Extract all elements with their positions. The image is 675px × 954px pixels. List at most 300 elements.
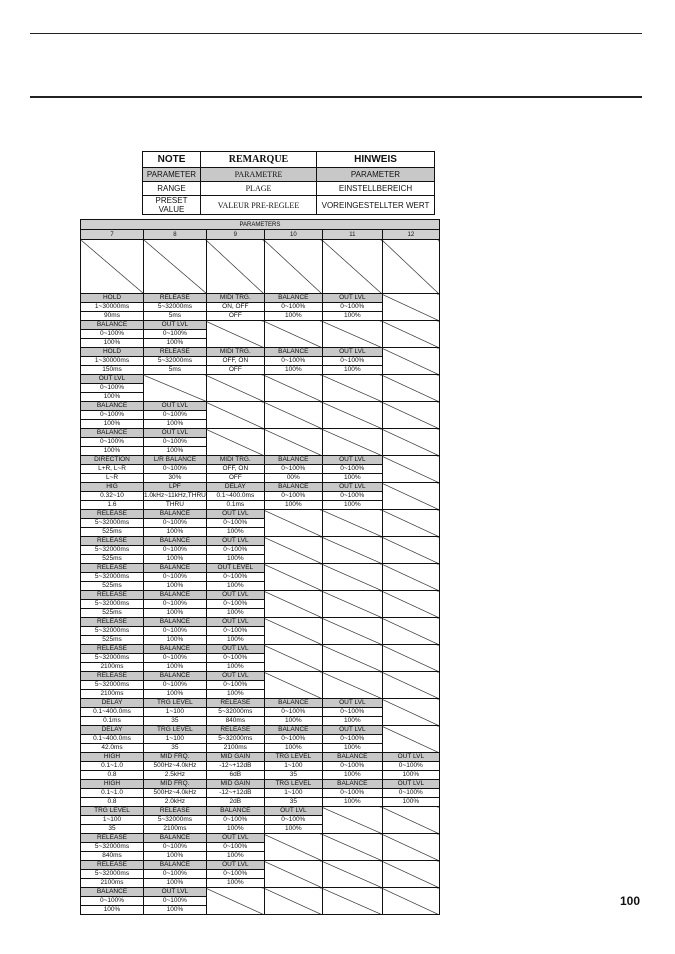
param-preset: 100% bbox=[206, 690, 264, 699]
param-range: 5~32000ms bbox=[144, 303, 207, 312]
empty-cell bbox=[322, 564, 382, 591]
param-preset: 35 bbox=[81, 825, 144, 834]
empty-cell bbox=[382, 726, 439, 753]
param-preset: 30% bbox=[144, 474, 207, 483]
param-name: RELEASE bbox=[81, 672, 144, 681]
param-range: 0~100% bbox=[144, 843, 207, 852]
param-preset: 2100ms bbox=[81, 879, 144, 888]
param-range: 0~100% bbox=[144, 681, 207, 690]
empty-cell bbox=[206, 321, 264, 348]
empty-cell bbox=[81, 240, 144, 294]
empty-cell bbox=[382, 510, 439, 537]
empty-cell bbox=[264, 564, 322, 591]
param-range: 1~30000ms bbox=[81, 303, 144, 312]
empty-cell bbox=[382, 564, 439, 591]
param-range: 0~100% bbox=[322, 708, 382, 717]
column-header: 10 bbox=[264, 230, 322, 240]
param-range: 0~100% bbox=[144, 465, 207, 474]
table-row bbox=[81, 753, 440, 762]
param-preset: 100% bbox=[144, 420, 207, 429]
empty-cell bbox=[322, 402, 382, 429]
param-range: 1~30000ms bbox=[81, 357, 144, 366]
param-name: BALANCE bbox=[264, 294, 322, 303]
empty-cell bbox=[144, 240, 207, 294]
param-name: OUT LVL bbox=[322, 726, 382, 735]
param-preset: 100% bbox=[382, 771, 439, 780]
param-name: RELEASE bbox=[81, 510, 144, 519]
param-preset: 100% bbox=[81, 447, 144, 456]
param-name: OUT LVL bbox=[382, 780, 439, 789]
param-name: RELEASE bbox=[206, 726, 264, 735]
param-range: 0~100% bbox=[322, 465, 382, 474]
param-preset: OFF bbox=[206, 474, 264, 483]
param-range: 0~100% bbox=[264, 303, 322, 312]
param-preset: 2100ms bbox=[81, 690, 144, 699]
param-preset: 100% bbox=[144, 528, 207, 537]
empty-cell bbox=[206, 240, 264, 294]
empty-cell bbox=[382, 402, 439, 429]
param-range: 5~32000ms bbox=[81, 843, 144, 852]
param-preset: 100% bbox=[206, 555, 264, 564]
param-name: RELEASE bbox=[81, 537, 144, 546]
param-name: HOLD bbox=[81, 348, 144, 357]
legend-range-en: RANGE bbox=[143, 182, 201, 196]
param-preset: 100% bbox=[264, 501, 322, 510]
empty-cell bbox=[206, 429, 264, 456]
param-name: OUT LVL bbox=[322, 348, 382, 357]
empty-cell bbox=[264, 240, 322, 294]
param-range: 0~100% bbox=[206, 627, 264, 636]
param-range: 0~100% bbox=[144, 870, 207, 879]
param-name: BALANCE bbox=[264, 699, 322, 708]
empty-cell bbox=[382, 456, 439, 483]
param-preset: 0.8 bbox=[81, 771, 144, 780]
empty-cell bbox=[322, 645, 382, 672]
param-name: BALANCE bbox=[81, 402, 144, 411]
empty-cell bbox=[264, 321, 322, 348]
empty-cell bbox=[322, 321, 382, 348]
legend-preset-fr: VALEUR PRE-REGLEE bbox=[201, 196, 317, 215]
param-preset: 5ms bbox=[144, 366, 207, 375]
empty-cell bbox=[322, 888, 382, 915]
param-name: OUT LVL bbox=[206, 618, 264, 627]
empty-cell bbox=[382, 591, 439, 618]
legend-header-row bbox=[143, 152, 435, 168]
table-row bbox=[81, 294, 440, 303]
param-name: DELAY bbox=[81, 726, 144, 735]
param-range: 0~100% bbox=[322, 492, 382, 501]
column-header-row bbox=[81, 230, 440, 240]
table-row bbox=[81, 375, 440, 384]
param-preset: 100% bbox=[81, 906, 144, 915]
param-range: 0.1~1.0 bbox=[81, 762, 144, 771]
param-preset: OFF bbox=[206, 312, 264, 321]
legend-table bbox=[142, 151, 435, 215]
param-name: OUT LEVEL bbox=[206, 564, 264, 573]
param-name: BALANCE bbox=[322, 753, 382, 762]
param-range: 0~100% bbox=[144, 573, 207, 582]
param-range: 0~100% bbox=[206, 843, 264, 852]
param-range: -12~+12dB bbox=[206, 789, 264, 798]
param-preset: 100% bbox=[144, 906, 207, 915]
empty-cell bbox=[382, 834, 439, 861]
param-name: RELEASE bbox=[144, 294, 207, 303]
param-range: 5~32000ms bbox=[81, 519, 144, 528]
param-preset: 100% bbox=[81, 339, 144, 348]
param-preset: 100% bbox=[322, 474, 382, 483]
param-preset: 100% bbox=[144, 663, 207, 672]
param-name: RELEASE bbox=[81, 834, 144, 843]
param-range: 1~100 bbox=[144, 735, 207, 744]
legend-parameter-en: PARAMETER bbox=[143, 168, 201, 182]
empty-cell bbox=[264, 537, 322, 564]
param-preset: 100% bbox=[322, 798, 382, 807]
param-range: 0~100% bbox=[144, 600, 207, 609]
table-row bbox=[81, 456, 440, 465]
param-range: 5~32000ms bbox=[81, 681, 144, 690]
param-range: -12~+12dB bbox=[206, 762, 264, 771]
empty-cell bbox=[382, 861, 439, 888]
param-name: RELEASE bbox=[81, 618, 144, 627]
table-row bbox=[81, 591, 440, 600]
table-row bbox=[81, 321, 440, 330]
param-name: BALANCE bbox=[144, 618, 207, 627]
param-name: DELAY bbox=[81, 699, 144, 708]
param-name: RELEASE bbox=[81, 591, 144, 600]
table-row bbox=[81, 699, 440, 708]
param-preset: L~R bbox=[81, 474, 144, 483]
param-range: 0.1~1.0 bbox=[81, 789, 144, 798]
table-row bbox=[81, 888, 440, 897]
param-range: 5~32000ms bbox=[81, 870, 144, 879]
table-row bbox=[81, 645, 440, 654]
legend-note: NOTE bbox=[143, 152, 201, 168]
param-name: OUT LVL bbox=[206, 672, 264, 681]
empty-cell bbox=[206, 888, 264, 915]
table-row bbox=[81, 798, 440, 807]
param-name: RELEASE bbox=[81, 645, 144, 654]
param-preset: 35 bbox=[144, 744, 207, 753]
empty-cell bbox=[322, 861, 382, 888]
legend-preset-de: VOREINGESTELLTER WERT bbox=[317, 196, 435, 215]
param-preset: 100% bbox=[144, 609, 207, 618]
param-range: 1~100 bbox=[264, 789, 322, 798]
param-preset: 35 bbox=[144, 717, 207, 726]
param-preset: 2100ms bbox=[81, 663, 144, 672]
empty-cell bbox=[322, 807, 382, 834]
empty-cell bbox=[264, 429, 322, 456]
table-row bbox=[81, 564, 440, 573]
table-row bbox=[81, 537, 440, 546]
table-row bbox=[81, 483, 440, 492]
param-range: 0~100% bbox=[81, 330, 144, 339]
empty-cell bbox=[264, 834, 322, 861]
param-preset: OFF bbox=[206, 366, 264, 375]
param-range: 0~100% bbox=[264, 465, 322, 474]
param-range: 5~32000ms bbox=[144, 816, 207, 825]
table-row bbox=[81, 861, 440, 870]
param-preset: 100% bbox=[206, 663, 264, 672]
param-name: RELEASE bbox=[206, 699, 264, 708]
empty-cell bbox=[322, 834, 382, 861]
param-range: 5~32000ms bbox=[81, 573, 144, 582]
param-range: 0~100% bbox=[322, 762, 382, 771]
param-range: 0~100% bbox=[144, 627, 207, 636]
empty-cell bbox=[322, 510, 382, 537]
param-name: TRG LEVEL bbox=[264, 780, 322, 789]
param-range: OFF, ON bbox=[206, 357, 264, 366]
param-range: 5~32000ms bbox=[81, 600, 144, 609]
empty-cell bbox=[382, 321, 439, 348]
param-range: 0~100% bbox=[206, 573, 264, 582]
param-preset: 2100ms bbox=[144, 825, 207, 834]
param-range: 5~32000ms bbox=[81, 627, 144, 636]
table-row bbox=[81, 348, 440, 357]
param-name: HOLD bbox=[81, 294, 144, 303]
param-name: OUT LVL bbox=[144, 402, 207, 411]
param-name: OUT LVL bbox=[206, 861, 264, 870]
header-rule bbox=[30, 96, 642, 98]
param-range: 0~100% bbox=[382, 789, 439, 798]
param-preset: 2dB bbox=[206, 798, 264, 807]
param-name: BALANCE bbox=[144, 834, 207, 843]
top-rule bbox=[30, 33, 642, 34]
legend-remarque: REMARQUE bbox=[201, 152, 317, 168]
legend-preset-en: PRESET VALUE bbox=[143, 196, 201, 215]
column-header: 8 bbox=[144, 230, 207, 240]
param-range: 1.0kHz~11kHz,THRU bbox=[144, 492, 206, 499]
parameter-table bbox=[80, 219, 440, 915]
param-preset: 100% bbox=[206, 528, 264, 537]
param-range: 0~100% bbox=[322, 303, 382, 312]
empty-cell bbox=[382, 537, 439, 564]
param-range: 0~100% bbox=[144, 330, 207, 339]
param-preset: 2.0kHz bbox=[144, 798, 207, 807]
param-range: 500Hz~4.0kHz bbox=[144, 762, 207, 771]
param-range: L+R, L~R bbox=[81, 465, 144, 474]
empty-cell bbox=[382, 240, 439, 294]
param-name: RELEASE bbox=[144, 348, 207, 357]
param-name: MIDI TRG. bbox=[206, 456, 264, 465]
empty-cell bbox=[144, 375, 207, 402]
param-range: 0.1~400.0ms bbox=[81, 708, 144, 717]
empty-cell bbox=[206, 402, 264, 429]
param-range: 0~100% bbox=[206, 654, 264, 663]
legend-parameter-row bbox=[143, 168, 435, 182]
param-name: BALANCE bbox=[81, 321, 144, 330]
param-name: BALANCE bbox=[144, 564, 207, 573]
param-range: 0~100% bbox=[206, 546, 264, 555]
param-preset: 525ms bbox=[81, 636, 144, 645]
param-range: 5~32000ms bbox=[206, 735, 264, 744]
param-name: OUT LVL bbox=[322, 483, 382, 492]
table-row bbox=[81, 807, 440, 816]
table-row bbox=[81, 672, 440, 681]
param-name: BALANCE bbox=[144, 645, 207, 654]
table-row bbox=[81, 789, 440, 798]
param-range: ON, OFF bbox=[206, 303, 264, 312]
empty-cell bbox=[322, 618, 382, 645]
param-range: 0~100% bbox=[144, 654, 207, 663]
param-name: MIDI TRG. bbox=[206, 348, 264, 357]
param-preset: 100% bbox=[206, 852, 264, 861]
param-name: L/R BALANCE bbox=[144, 456, 207, 465]
param-name: BALANCE bbox=[144, 537, 207, 546]
param-name: OUT LVL bbox=[81, 375, 144, 384]
legend-range-row bbox=[143, 182, 435, 196]
param-range: 0~100% bbox=[322, 735, 382, 744]
param-name: BALANCE bbox=[206, 807, 264, 816]
param-preset: 0.8 bbox=[81, 798, 144, 807]
param-preset: 100% bbox=[264, 744, 322, 753]
empty-cell bbox=[264, 888, 322, 915]
table-row bbox=[81, 762, 440, 771]
param-range: 0~100% bbox=[81, 438, 144, 447]
param-range: 0~100% bbox=[322, 357, 382, 366]
param-name: BALANCE bbox=[264, 483, 322, 492]
param-range: 0~100% bbox=[81, 897, 144, 906]
param-name: MID FRQ. bbox=[144, 753, 207, 762]
table-row bbox=[81, 771, 440, 780]
param-name: BALANCE bbox=[144, 591, 207, 600]
column-header: 11 bbox=[322, 230, 382, 240]
empty-cell bbox=[322, 537, 382, 564]
param-preset: 100% bbox=[144, 582, 207, 591]
param-preset: 525ms bbox=[81, 555, 144, 564]
group-title-row bbox=[81, 220, 440, 230]
param-preset: 6dB bbox=[206, 771, 264, 780]
param-name: OUT LVL bbox=[206, 537, 264, 546]
column-header: 9 bbox=[206, 230, 264, 240]
param-name: OUT LVL bbox=[264, 807, 322, 816]
legend-range-de: EINSTELLBEREICH bbox=[317, 182, 435, 196]
param-range: 0~100% bbox=[382, 762, 439, 771]
table-row bbox=[81, 510, 440, 519]
param-preset: 100% bbox=[322, 717, 382, 726]
param-name: TRG LEVEL bbox=[144, 699, 207, 708]
param-name: RELEASE bbox=[81, 564, 144, 573]
param-preset: 100% bbox=[322, 771, 382, 780]
param-range: 5~32000ms bbox=[81, 654, 144, 663]
table-row bbox=[81, 618, 440, 627]
param-preset: 100% bbox=[206, 879, 264, 888]
param-name: DELAY bbox=[206, 483, 264, 492]
empty-cell bbox=[264, 618, 322, 645]
param-name: OUT LVL bbox=[206, 591, 264, 600]
param-name: HIG bbox=[81, 483, 144, 492]
param-preset: 525ms bbox=[81, 609, 144, 618]
param-range: 0~100% bbox=[206, 816, 264, 825]
param-preset: 100% bbox=[322, 312, 382, 321]
empty-cell bbox=[264, 510, 322, 537]
param-preset: 100% bbox=[264, 825, 322, 834]
param-range: 0~100% bbox=[206, 519, 264, 528]
param-name: BALANCE bbox=[264, 348, 322, 357]
param-name: MID FRQ. bbox=[144, 780, 207, 789]
param-preset: 840ms bbox=[81, 852, 144, 861]
param-range: 1~100 bbox=[144, 708, 207, 717]
legend-hinweis: HINWEIS bbox=[317, 152, 435, 168]
param-preset: 2100ms bbox=[206, 744, 264, 753]
table-row bbox=[81, 780, 440, 789]
param-name: OUT LVL bbox=[206, 645, 264, 654]
param-range: 0~100% bbox=[144, 438, 207, 447]
param-range: 0~100% bbox=[144, 897, 207, 906]
param-range: 0~100% bbox=[144, 411, 207, 420]
param-name: TRG LEVEL bbox=[144, 726, 207, 735]
param-preset: 100% bbox=[144, 447, 207, 456]
group-title: PARAMETERS bbox=[81, 220, 440, 230]
param-name: OUT LVL bbox=[144, 429, 207, 438]
table-row bbox=[81, 429, 440, 438]
param-range: 0~100% bbox=[322, 789, 382, 798]
param-range: 0~100% bbox=[144, 546, 207, 555]
empty-cell bbox=[382, 483, 439, 510]
param-name: BALANCE bbox=[144, 672, 207, 681]
param-range: 0~100% bbox=[206, 600, 264, 609]
param-name: OUT LVL bbox=[144, 321, 207, 330]
param-name: OUT LVL bbox=[322, 699, 382, 708]
param-preset: 100% bbox=[81, 420, 144, 429]
empty-cell bbox=[264, 645, 322, 672]
param-range: 5~32000ms bbox=[81, 546, 144, 555]
empty-cell bbox=[382, 807, 439, 834]
empty-cell bbox=[264, 861, 322, 888]
param-name: RELEASE bbox=[144, 807, 207, 816]
param-name: RELEASE bbox=[81, 861, 144, 870]
param-range: 0~100% bbox=[144, 519, 207, 528]
param-name: MIDI TRG. bbox=[206, 294, 264, 303]
param-range: 0~100% bbox=[206, 681, 264, 690]
param-name: BALANCE bbox=[264, 456, 322, 465]
empty-cell bbox=[382, 294, 439, 321]
legend-preset-row bbox=[143, 196, 435, 215]
empty-cell bbox=[264, 375, 322, 402]
legend-parameter-de: PARAMETER bbox=[317, 168, 435, 182]
param-preset: 840ms bbox=[206, 717, 264, 726]
param-preset: 100% bbox=[206, 582, 264, 591]
empty-cell bbox=[322, 591, 382, 618]
param-range: 500Hz~4.0kHz bbox=[144, 789, 207, 798]
empty-cell bbox=[382, 888, 439, 915]
param-preset: 0.1ms bbox=[206, 501, 264, 510]
empty-cell bbox=[264, 591, 322, 618]
empty-cell bbox=[322, 672, 382, 699]
param-preset: 5ms bbox=[144, 312, 207, 321]
param-name: TRG LEVEL bbox=[81, 807, 144, 816]
param-preset: 100% bbox=[144, 555, 207, 564]
param-range: 0~100% bbox=[206, 870, 264, 879]
param-preset: 90ms bbox=[81, 312, 144, 321]
param-name: MID GAIN bbox=[206, 753, 264, 762]
param-preset: 100% bbox=[264, 366, 322, 375]
param-name: BALANCE bbox=[81, 429, 144, 438]
legend-parameter-fr: PARAMETRE bbox=[201, 168, 317, 182]
param-range: 0.1~400.0ms bbox=[81, 735, 144, 744]
param-range: 5~32000ms bbox=[144, 357, 207, 366]
empty-cell bbox=[382, 348, 439, 375]
param-preset: 100% bbox=[206, 825, 264, 834]
param-preset: 100% bbox=[81, 393, 144, 402]
param-preset: 00% bbox=[264, 474, 322, 483]
param-preset: 150ms bbox=[81, 366, 144, 375]
param-name: LPF bbox=[144, 483, 207, 492]
param-range: 0~100% bbox=[264, 735, 322, 744]
param-name: BALANCE bbox=[264, 726, 322, 735]
param-range: 0~100% bbox=[264, 816, 322, 825]
param-range: 0~100% bbox=[264, 357, 322, 366]
param-preset: 100% bbox=[144, 636, 207, 645]
